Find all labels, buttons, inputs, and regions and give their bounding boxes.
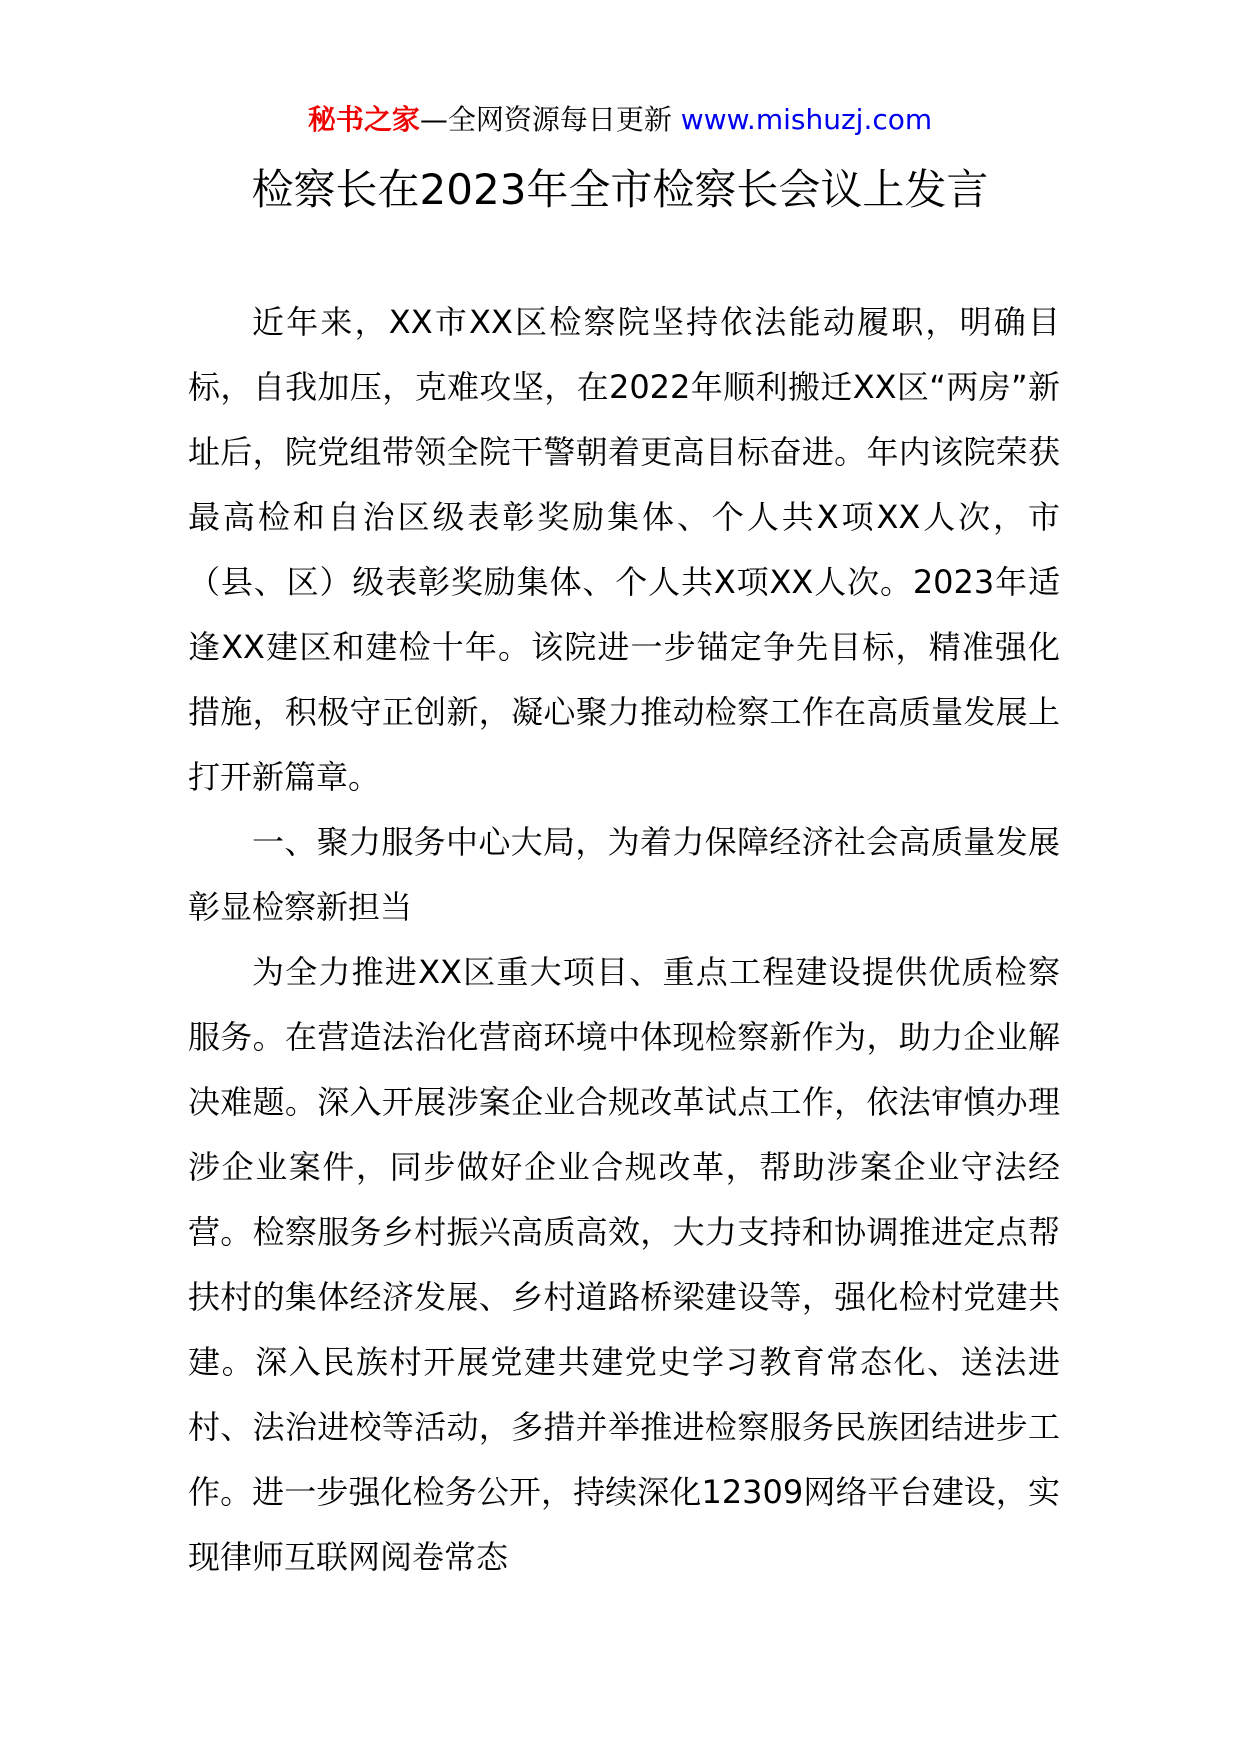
site-header bbox=[0, 100, 1240, 140]
site-url-link[interactable]: www.mishuzj.com bbox=[680, 103, 933, 136]
site-brand: 秘书之家 bbox=[307, 103, 420, 136]
paragraph-intro: 近年来，XX市XX区检察院坚持依法能动履职，明确目标，自我加压，克难攻坚，在2022年顺利搬迁XX区“两房”新址后，院党组带领全院干警朝着更高目标奋进。年内该院荣获最高检和自治区级表彰奖励集体、个人共X项XX人次，市（县、区）级表彰奖励集体、个人共X项XX人次。2023年适逢XX建区和建检十年。该院进一步锚定争先目标，精准强化措施，积极守正创新，凝心聚力推动检察工作在高质量发展上打开新篇章。 bbox=[188, 303, 1060, 796]
document-body bbox=[188, 290, 1060, 1590]
section-heading-1: 一、聚力服务中心大局，为着力保障经济社会高质量发展彰显检察新担当 bbox=[188, 823, 1060, 926]
site-tagline: —全网资源每日更新 bbox=[419, 103, 672, 136]
paragraph-section-1: 为全力推进XX区重大项目、重点工程建设提供优质检察服务。在营造法治化营商环境中体现检察新作为，助力企业解决难题。深入开展涉案企业合规改革试点工作，依法审慎办理涉企业案件，同步做好企业合规改革，帮助涉案企业守法经营。检察服务乡村振兴高质高效，大力支持和协调推进定点帮扶村的集体经济发展、乡村道路桥梁建设等，强化检村党建共建。深入民族村开展党建共建党史学习教育常态化、送法进村、法治进校等活动，多措并举推进检察服务民族团结进步工作。进一步强化检务公开，持续深化12309网络平台建设，实现律师互联网阅卷常态 bbox=[188, 953, 1060, 1576]
document-title: 检察长在2023年全市检察长会议上发言 bbox=[251, 165, 989, 214]
